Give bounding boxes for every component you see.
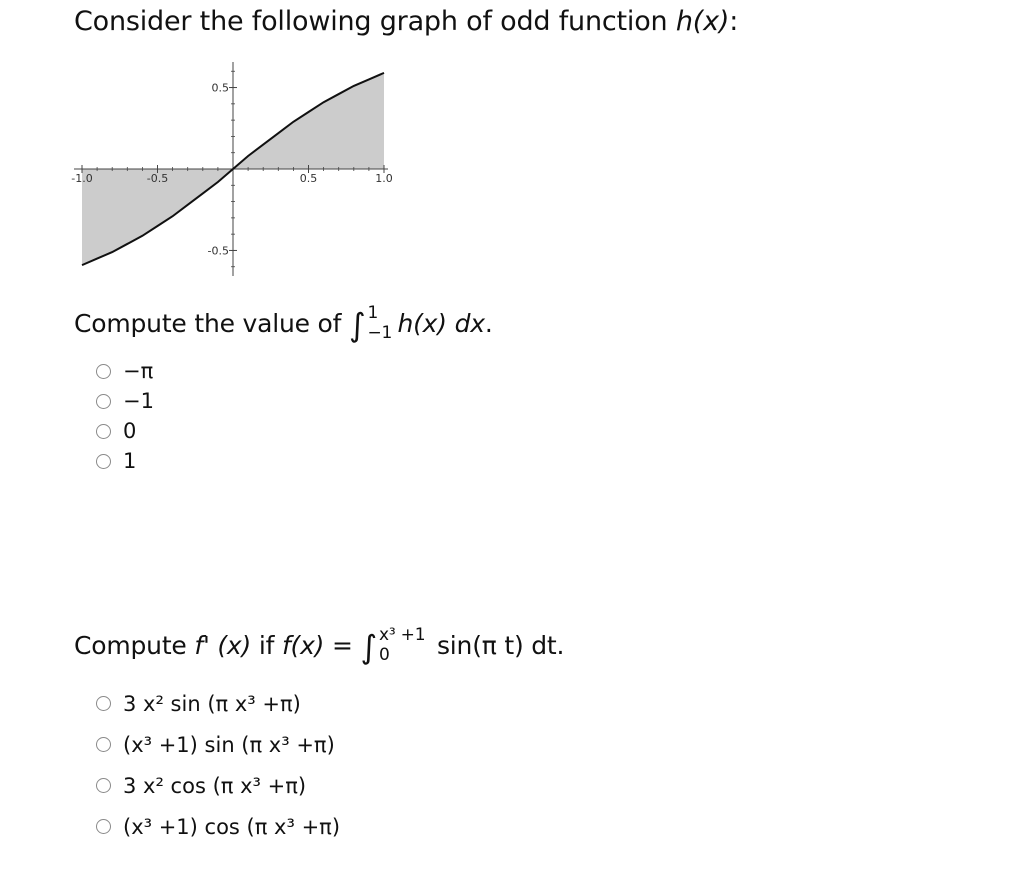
option-label: 3 x² cos (π x³ +π) (123, 773, 307, 798)
radio-button[interactable] (96, 778, 111, 793)
prompt-2-text: Compute (74, 631, 195, 660)
integrand: h(x) dx (397, 309, 485, 338)
radio-button[interactable] (96, 737, 111, 752)
integral-sign: ∫ (360, 628, 377, 666)
integral-limits (367, 303, 397, 343)
radio-button[interactable] (96, 454, 111, 469)
option-label: 3 x² sin (π x³ +π) (123, 691, 301, 716)
option-label: 1 (123, 449, 137, 473)
option-label: −1 (123, 389, 154, 413)
integral-sign: ∫ (349, 306, 366, 344)
prompt-1-period: . (484, 309, 493, 338)
equals-sign: = (324, 631, 361, 660)
odd-function-graph (62, 62, 402, 282)
x-tick-label: -1.0 (71, 172, 93, 185)
intro-colon: : (729, 6, 739, 37)
function-name: h(x) (675, 6, 730, 37)
x-tick-label: 0.5 (299, 172, 318, 185)
y-tick-label: 0.5 (211, 81, 229, 95)
fx: f(x) (281, 631, 325, 660)
question-1-intro (74, 2, 738, 42)
option-2[interactable] (96, 386, 154, 416)
fprime: f' (x) (194, 631, 252, 660)
x-tick-label: 1.0 (375, 172, 393, 185)
lower-limit: 0 (378, 645, 390, 665)
option-4[interactable] (96, 446, 154, 476)
radio-button[interactable] (96, 394, 111, 409)
question-2-options (96, 683, 340, 847)
option-4[interactable] (96, 806, 340, 847)
integrand: sin(π t) dt (436, 631, 557, 660)
option-label: −π (123, 359, 154, 383)
upper-limit: x³ +1 (378, 625, 426, 645)
y-tick-label: -0.5 (207, 244, 229, 258)
option-label: 0 (123, 419, 137, 443)
radio-button[interactable] (96, 696, 111, 711)
prompt-1-text: Compute the value of (74, 309, 349, 338)
radio-button[interactable] (96, 364, 111, 379)
radio-button[interactable] (96, 424, 111, 439)
option-1[interactable] (96, 356, 154, 386)
option-2[interactable] (96, 724, 340, 765)
option-3[interactable] (96, 765, 340, 806)
radio-button[interactable] (96, 819, 111, 834)
option-1[interactable] (96, 683, 340, 724)
intro-text: Consider the following graph of odd function (74, 6, 676, 37)
upper-limit: 1 (367, 303, 379, 323)
option-label: (x³ +1) sin (π x³ +π) (123, 732, 335, 757)
option-label: (x³ +1) cos (π x³ +π) (123, 814, 341, 839)
question-1-prompt (74, 303, 493, 344)
question-2-prompt (74, 625, 565, 666)
if-text: if (251, 631, 282, 660)
x-tick-label: -0.5 (146, 172, 169, 185)
option-3[interactable] (96, 416, 154, 446)
lower-limit: −1 (367, 323, 393, 343)
prompt-2-period: . (556, 631, 565, 660)
question-1-options (96, 356, 154, 476)
integral-limits (378, 625, 437, 665)
